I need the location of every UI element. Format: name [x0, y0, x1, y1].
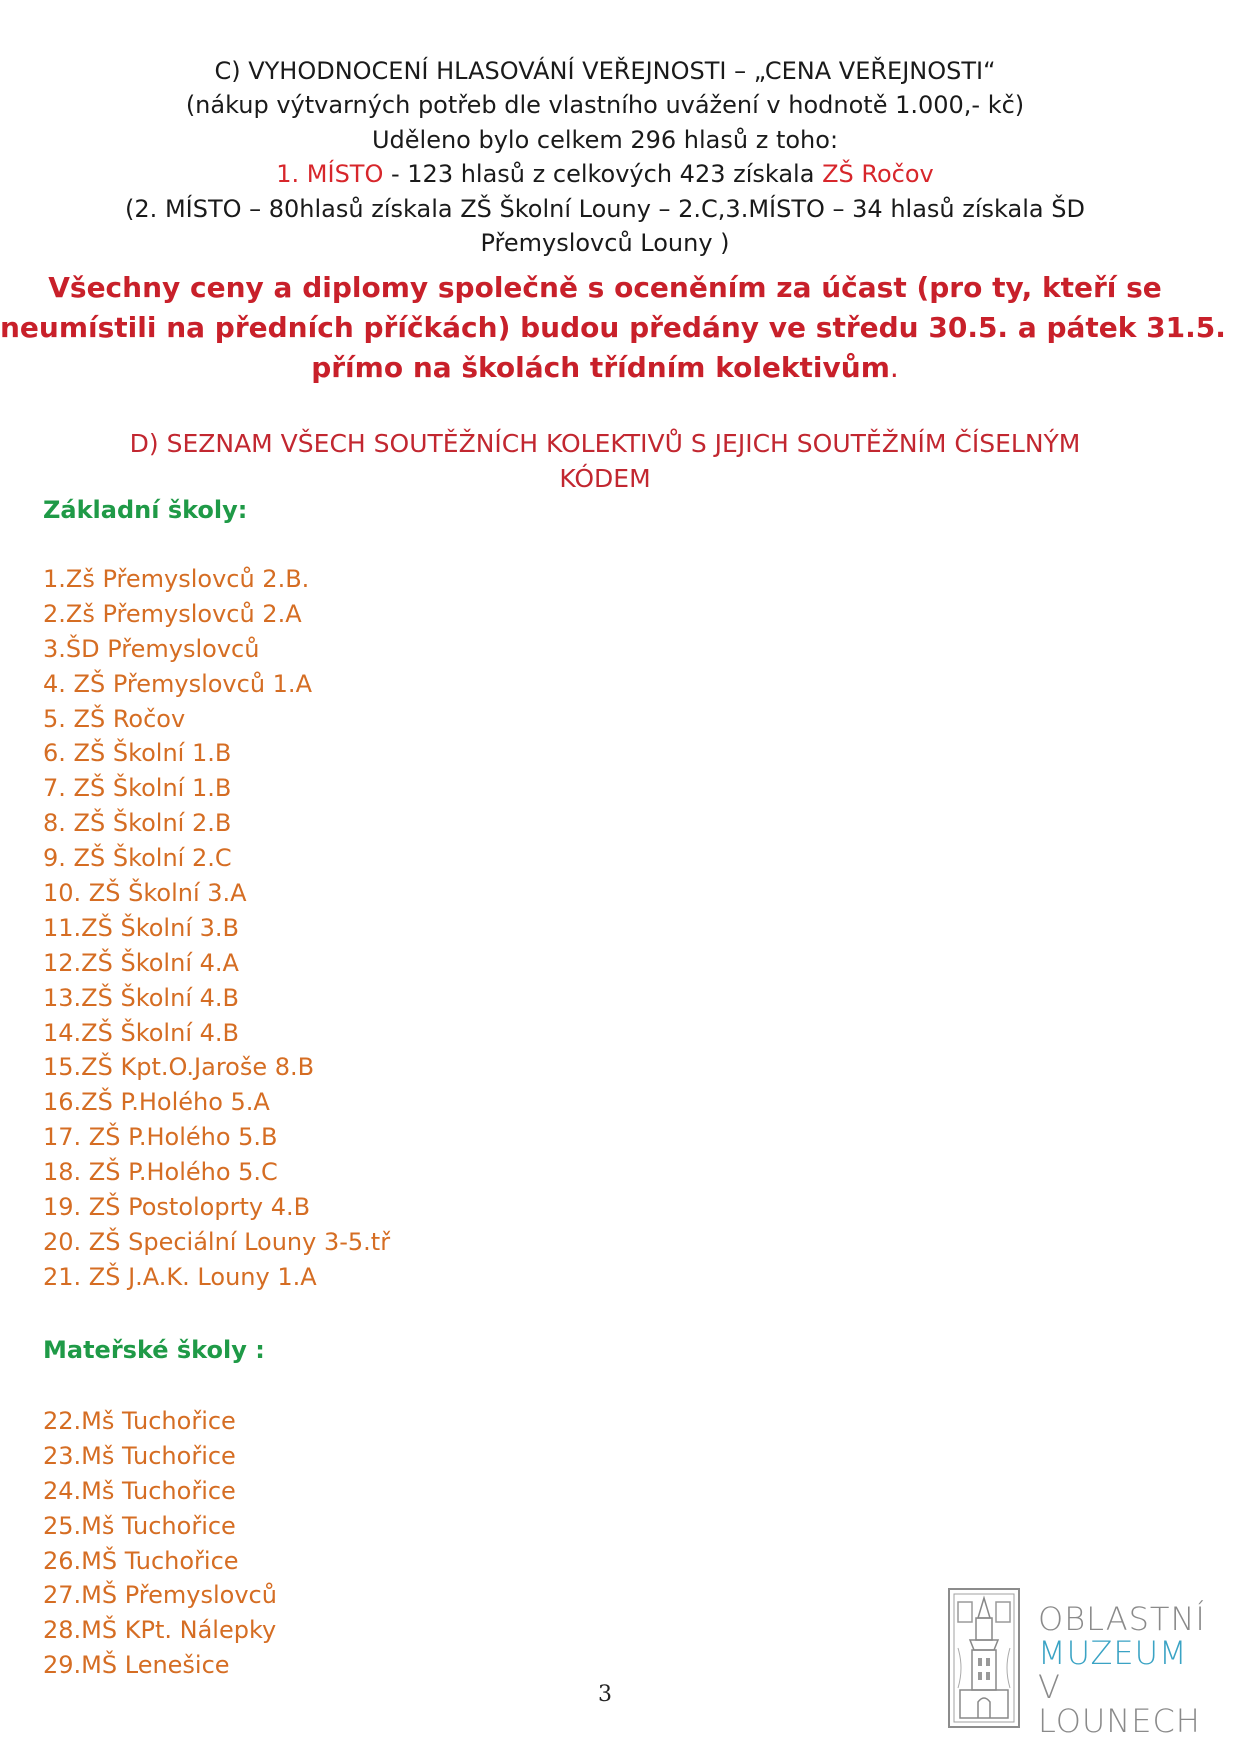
first-place-label: 1. MÍSTO — [276, 160, 384, 188]
list-item: 12.ZŠ Školní 4.A — [43, 948, 239, 977]
list-item: 18. ZŠ P.Holého 5.C — [43, 1158, 278, 1187]
first-place-line — [0, 157, 1210, 191]
notice-line-1: Všechny ceny a diplomy společně s oceněním za účast (pro ty, kteří se — [48, 271, 1162, 304]
section-d-title-line-1: D) SEZNAM VŠECH SOUTĚŽNÍCH KOLEKTIVŮ S JEJICH SOUTĚŽNÍM ČÍSELNÝM — [129, 429, 1081, 458]
first-place-text: - 123 hlasů z celkových 423 získala — [383, 160, 823, 188]
elementary-list — [43, 562, 390, 1295]
town-tower-emblem-icon — [948, 1588, 1020, 1728]
logo-line-3: V LOUNECH — [1038, 1668, 1201, 1740]
list-item: 23.Mš Tuchořice — [43, 1441, 236, 1470]
logo-line-1: OBLASTNÍ — [1038, 1600, 1206, 1638]
page-number: 3 — [598, 1682, 612, 1707]
list-item: 6. ZŠ Školní 1.B — [43, 739, 232, 768]
list-item: 14.ZŠ Školní 4.B — [43, 1018, 239, 1047]
elementary-heading: Základní školy: — [43, 496, 248, 524]
list-item: 20. ZŠ Speciální Louny 3-5.tř — [43, 1227, 391, 1256]
list-item: 11.ZŠ Školní 3.B — [43, 913, 239, 942]
list-item: 16.ZŠ P.Holého 5.A — [43, 1088, 270, 1117]
notice-period: . — [889, 351, 899, 384]
votes-total: Uděleno bylo celkem 296 hlasů z toho: — [371, 126, 839, 154]
section-c-title: C) VYHODNOCENÍ HLASOVÁNÍ VEŘEJNOSTI – „CENA VEŘEJNOSTI“ — [214, 57, 996, 85]
kindergarten-heading: Mateřské školy : — [43, 1336, 265, 1364]
list-item: 27.MŠ Přemyslovců — [43, 1581, 277, 1610]
list-item: 8. ZŠ Školní 2.B — [43, 809, 232, 838]
list-item: 22.Mš Tuchořice — [43, 1407, 236, 1435]
section-d-title-line-2: KÓDEM — [559, 464, 651, 493]
list-item: 9. ZŠ Školní 2.C — [43, 844, 232, 873]
list-item: 26.MŠ Tuchořice — [43, 1546, 239, 1575]
other-places-line-1: (2. MÍSTO – 80hlasů získala ZŠ Školní Louny – 2.C,3.MÍSTO – 34 hlasů získala ŠD — [125, 195, 1085, 223]
list-item: 4. ZŠ Přemyslovců 1.A — [43, 669, 312, 698]
list-item: 25.Mš Tuchořice — [43, 1511, 236, 1540]
list-item: 17. ZŠ P.Holého 5.B — [43, 1123, 278, 1152]
list-item: 21. ZŠ J.A.K. Louny 1.A — [43, 1262, 317, 1291]
section-c-subtitle: (nákup výtvarných potřeb dle vlastního uvážení v hodnotě 1.000,- kč) — [185, 91, 1025, 119]
list-item: 28.MŠ KPt. Nálepky — [43, 1616, 277, 1645]
list-item: 5. ZŠ Ročov — [43, 704, 186, 733]
notice-line-3-text: přímo na školách třídním kolektivům — [311, 351, 890, 384]
notice-line-3 — [0, 348, 1210, 388]
list-item: 1.Zš Přemyslovců 2.B. — [43, 565, 310, 593]
list-item: 3.ŠD Přemyslovců — [43, 634, 260, 663]
kindergarten-list — [43, 1404, 277, 1683]
list-item: 15.ZŠ Kpt.O.Jaroše 8.B — [43, 1053, 315, 1082]
list-item: 29.MŠ Lenešice — [43, 1651, 230, 1680]
list-item: 13.ZŠ Školní 4.B — [43, 983, 239, 1012]
list-item: 24.Mš Tuchořice — [43, 1476, 236, 1505]
notice-line-2: neumístili na předních příčkách) budou předány ve středu 30.5. a pátek 31.5. — [0, 311, 1226, 344]
list-item: 10. ZŠ Školní 3.A — [43, 879, 247, 908]
museum-logo — [948, 1588, 1218, 1740]
list-item: 2.Zš Přemyslovců 2.A — [43, 599, 302, 628]
first-place-winner: ZŠ Ročov — [822, 160, 934, 188]
list-item: 19. ZŠ Postoloprty 4.B — [43, 1193, 311, 1222]
other-places-line-2: Přemyslovců Louny ) — [480, 229, 730, 257]
list-item: 7. ZŠ Školní 1.B — [43, 774, 232, 803]
logo-line-2: MUZEUM — [1038, 1634, 1188, 1672]
museum-logo-text — [1038, 1602, 1218, 1738]
